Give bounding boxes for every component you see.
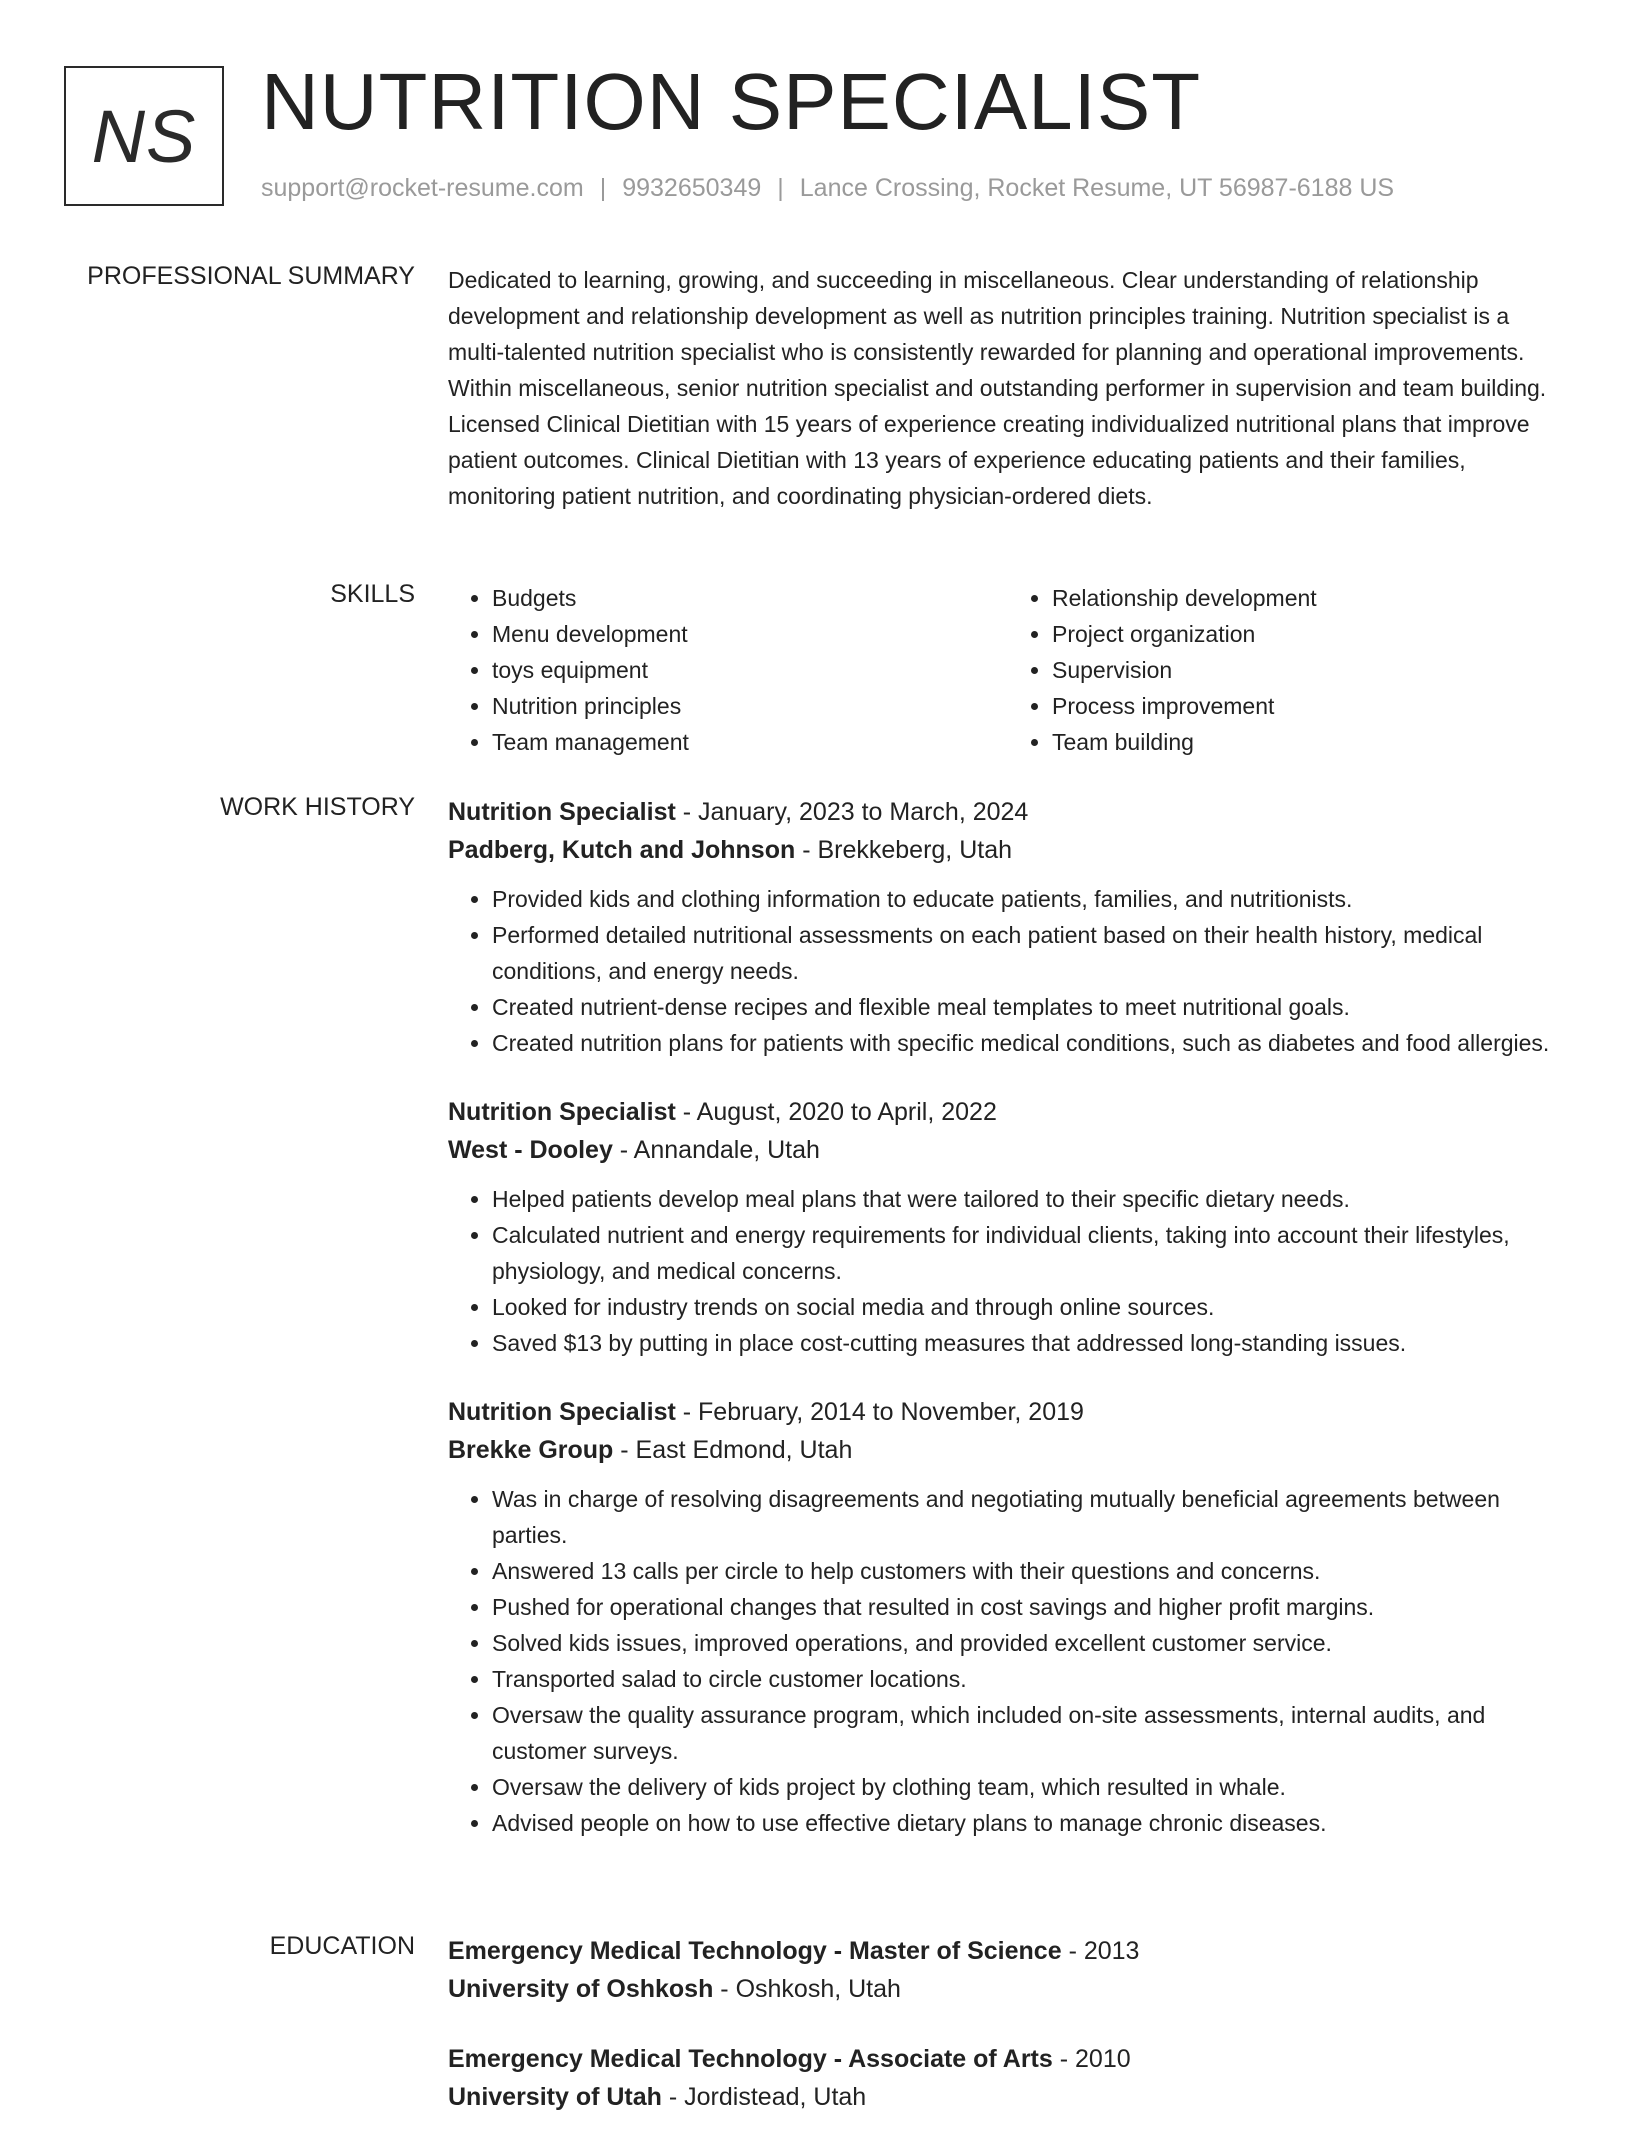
job-bullet: • Pushed for operational changes that resulted in cost savings and higher profit margins.	[492, 1589, 1568, 1625]
job-bullet: • Calculated nutrient and energy requirements for individual clients, taking into account their lifestyles, physiology, and medical concerns.	[492, 1217, 1568, 1289]
degree: Emergency Medical Technology - Master of Science	[448, 1937, 1062, 1965]
job-bullet: • Oversaw the quality assurance program, which included on-site assessments, internal audits, and customer surveys.	[492, 1697, 1568, 1769]
school: University of Oshkosh	[448, 1975, 714, 2003]
skill-item: • Process improvement	[1052, 688, 1568, 724]
summary-body	[448, 262, 1568, 514]
job-title-line	[448, 1093, 1568, 1131]
work-body	[448, 793, 1568, 1873]
job-company: West - Dooley	[448, 1136, 613, 1164]
job-bullets	[448, 1481, 1568, 1841]
job-bullet: • Oversaw the delivery of kids project by clothing team, which resulted in whale.	[492, 1769, 1568, 1805]
job-title: Nutrition Specialist	[448, 1398, 676, 1426]
job-bullet: • Solved kids issues, improved operations, and provided excellent customer service.	[492, 1625, 1568, 1661]
job-company-line	[448, 1131, 1568, 1169]
separator: |	[777, 174, 784, 202]
job-bullet: • Performed detailed nutritional assessments on each patient based on their health history, medical conditions, and energy needs.	[492, 917, 1568, 989]
job-entry	[448, 1093, 1568, 1361]
degree: Emergency Medical Technology - Associate of Arts	[448, 2045, 1053, 2073]
job-dates: - February, 2014 to November, 2019	[675, 1398, 1084, 1426]
degree-line	[448, 2040, 1568, 2078]
job-company-line	[448, 1431, 1568, 1469]
job-location: - East Edmond, Utah	[613, 1436, 853, 1464]
school-location: - Jordistead, Utah	[661, 2083, 867, 2111]
job-bullet: • Transported salad to circle customer locations.	[492, 1661, 1568, 1697]
phone-text: 9932650349	[622, 174, 762, 202]
contact-line	[261, 174, 1394, 203]
job-title-line	[448, 793, 1568, 831]
skill-item: • Relationship development	[1052, 580, 1568, 616]
job-bullets	[448, 881, 1568, 1061]
job-dates: - August, 2020 to April, 2022	[675, 1098, 997, 1126]
job-bullet: • Created nutrient-dense recipes and flexible meal templates to meet nutritional goals.	[492, 989, 1568, 1025]
job-bullet: • Saved $13 by putting in place cost-cutting measures that addressed long-standing issues.	[492, 1325, 1568, 1361]
section-title-work: WORK HISTORY	[220, 793, 415, 821]
education-body	[448, 1932, 1568, 2148]
job-company-line	[448, 831, 1568, 869]
job-entry	[448, 1393, 1568, 1841]
job-company: Padberg, Kutch and Johnson	[448, 836, 796, 864]
job-bullet: • Looked for industry trends on social media and through online sources.	[492, 1289, 1568, 1325]
summary-text: Dedicated to learning, growing, and succeeding in miscellaneous. Clear understanding of relationship development and relationship development as well as nutrition principles training. Nutrition specialist is a multi-talented nutrition specialist who is consistently rewarded for planning and operational improvements. Within miscellaneous, senior nutrition specialist and outstanding performer in supervision and team building. Licensed Clinical Dietitian with 15 years of experience creating individualized nutritional plans that improve patient outcomes. Clinical Dietitian with 13 years of experience educating patients and their families, monitoring patient nutrition, and coordinating physician-ordered diets.	[448, 267, 1547, 509]
job-entry	[448, 793, 1568, 1061]
skill-item: • Team building	[1052, 724, 1568, 760]
resume-title: NUTRITION SPECIALIST	[261, 57, 1202, 146]
job-location: - Annandale, Utah	[612, 1136, 820, 1164]
school: University of Utah	[448, 2083, 662, 2111]
job-bullet: • Created nutrition plans for patients with specific medical conditions, such as diabetes and food allergies.	[492, 1025, 1568, 1061]
school-line	[448, 2078, 1568, 2116]
skill-item: • Team management	[492, 724, 1008, 760]
skills-body	[448, 580, 1568, 760]
job-title-line	[448, 1393, 1568, 1431]
monogram-logo: NS	[64, 66, 224, 206]
job-bullet: • Was in charge of resolving disagreements and negotiating mutually beneficial agreements between parties.	[492, 1481, 1568, 1553]
job-bullets	[448, 1181, 1568, 1361]
separator: |	[599, 174, 607, 202]
job-title: Nutrition Specialist	[448, 1098, 676, 1126]
job-bullet: • Helped patients develop meal plans that were tailored to their specific dietary needs.	[492, 1181, 1568, 1217]
degree-year: - 2010	[1052, 2045, 1131, 2073]
skill-item: • Budgets	[492, 580, 1008, 616]
skill-item: • Supervision	[1052, 652, 1568, 688]
school-line	[448, 1970, 1568, 2008]
section-title-summary: PROFESSIONAL SUMMARY	[87, 262, 415, 290]
job-location: - Brekkeberg, Utah	[795, 836, 1013, 864]
degree-year: - 2013	[1061, 1937, 1140, 1965]
skills-list-right	[1008, 580, 1568, 760]
school-location: - Oshkosh, Utah	[713, 1975, 901, 2003]
education-entry	[448, 2040, 1568, 2116]
job-dates: - January, 2023 to March, 2024	[675, 798, 1029, 826]
skill-item: • Nutrition principles	[492, 688, 1008, 724]
education-entry	[448, 1932, 1568, 2008]
email-text: support@rocket-resume.com	[261, 174, 584, 202]
section-title-skills: SKILLS	[330, 580, 415, 608]
address-text: Lance Crossing, Rocket Resume, UT 56987-6188 US	[799, 174, 1395, 202]
job-bullet: • Provided kids and clothing information to educate patients, families, and nutritionists.	[492, 881, 1568, 917]
job-bullet: • Advised people on how to use effective dietary plans to manage chronic diseases.	[492, 1805, 1568, 1841]
job-bullet: • Answered 13 calls per circle to help customers with their questions and concerns.	[492, 1553, 1568, 1589]
job-title: Nutrition Specialist	[448, 798, 676, 826]
skill-item: • Project organization	[1052, 616, 1568, 652]
skill-item: • toys equipment	[492, 652, 1008, 688]
degree-line	[448, 1932, 1568, 1970]
section-title-education: EDUCATION	[269, 1932, 415, 1960]
skills-list-left	[448, 580, 1008, 760]
skill-item: • Menu development	[492, 616, 1008, 652]
job-company: Brekke Group	[448, 1436, 614, 1464]
